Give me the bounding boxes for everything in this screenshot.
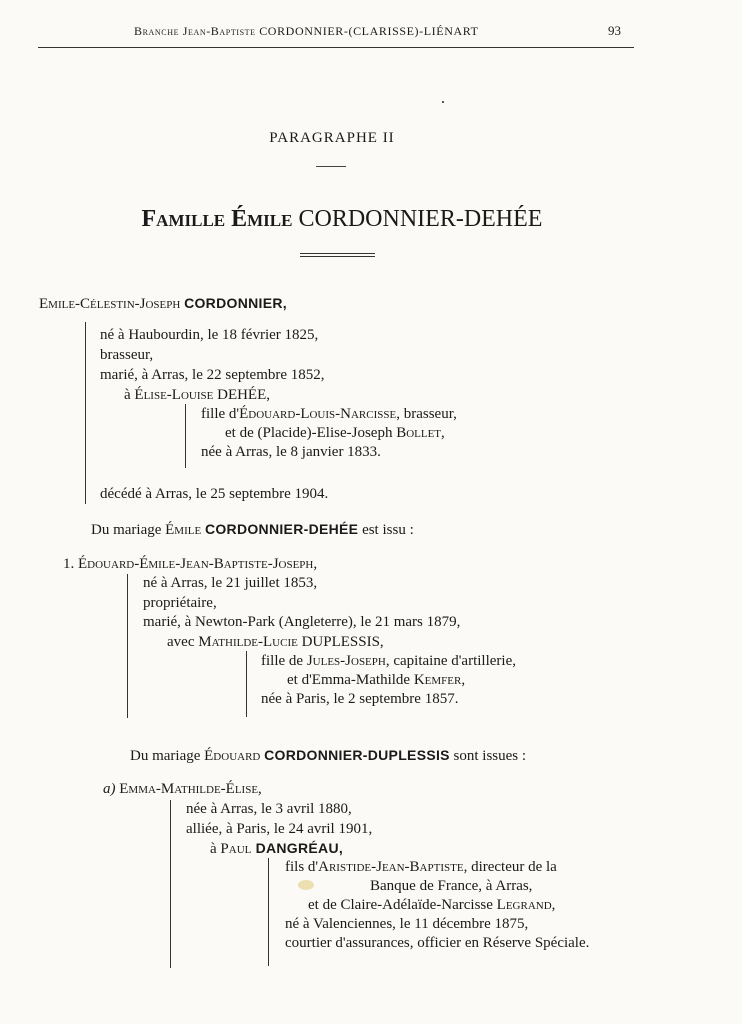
issue2-intro-suffix: sont issues :	[449, 748, 527, 764]
issue1-married: marié, à Newton-Park (Angleterre), le 21 mars 1879,	[143, 614, 461, 630]
emile-bracket	[85, 322, 86, 504]
issue1-intro-suffix: est issu :	[358, 522, 414, 538]
issue2-spouse-occupation: courtier d'assurances, officier en Réserve Spéciale.	[285, 935, 590, 951]
family-prefix: Famille Émile	[141, 206, 293, 232]
issue2-spouse-prefix: à	[210, 841, 221, 857]
emile-spouse-father-name: Édouard-Louis-Narcisse	[239, 406, 397, 422]
emile-spouse-mother-suffix: ,	[441, 425, 445, 441]
double-rule-bottom	[300, 256, 375, 257]
issue1-intro	[91, 520, 414, 539]
issue2-spouse-father-suffix: , directeur de la	[463, 859, 557, 875]
emile-spouse-mother-prefix: et de (Placide)-Elise-Joseph	[225, 425, 397, 441]
emile-spouse	[124, 386, 270, 404]
emile-surname: CORDONNIER,	[184, 295, 287, 311]
emile-spouse-surname: DEHÉE,	[213, 387, 271, 403]
issue2-married: alliée, à Paris, le 24 avril 1901,	[186, 821, 373, 837]
issue2-spouse-father-cont: Banque de France, à Arras,	[370, 878, 533, 894]
issue1-born: né à Arras, le 21 juillet 1853,	[143, 575, 318, 591]
issue2-spouse-born: né à Valenciennes, le 11 décembre 1875,	[285, 916, 529, 932]
family-heading	[0, 206, 684, 233]
issue1-spouse-mother-surname: Kemfer	[413, 672, 462, 688]
emile-spouse-born: née à Arras, le 8 janvier 1833.	[201, 444, 381, 460]
issue1-spouse	[167, 633, 384, 651]
emile-spouse-father	[201, 405, 457, 423]
issue2-child-line	[103, 780, 262, 798]
issue1-number: 1.	[63, 556, 75, 572]
emile-born: né à Haubourdin, le 18 février 1825,	[100, 327, 319, 343]
issue2-born: née à Arras, le 3 avril 1880,	[186, 801, 352, 817]
issue1-occupation: propriétaire,	[143, 595, 217, 611]
issue2-spouse-father	[285, 858, 557, 876]
issue2-intro-surname: CORDONNIER-DUPLESSIS	[264, 747, 450, 763]
short-rule	[316, 166, 346, 167]
issue2-letter: a)	[103, 781, 116, 797]
issue2-spouse-surname: DANGRÉAU,	[251, 840, 344, 856]
emile-name-line	[39, 294, 287, 313]
paper-stain	[298, 880, 314, 890]
header-rule	[38, 47, 634, 48]
emile-spouse-prefix: à	[124, 387, 135, 403]
issue1-bracket	[127, 574, 128, 718]
issue2-spouse	[210, 839, 343, 858]
issue2-intro-prefix: Du mariage	[130, 748, 205, 764]
emile-spouse-mother	[225, 424, 445, 442]
double-rule-top	[300, 253, 375, 254]
issue1-spouse-father	[261, 652, 516, 670]
emile-spouse-father-prefix: fille d'	[201, 406, 240, 422]
issue2-spouse-bracket	[268, 858, 269, 966]
issue1-spouse-given: Mathilde-Lucie	[198, 634, 298, 650]
issue1-spouse-born: née à Paris, le 2 septembre 1857.	[261, 691, 459, 707]
issue2-spouse-mother-suffix: ,	[551, 897, 556, 913]
emile-given: Emile-Célestin-Joseph	[39, 296, 181, 312]
issue2-spouse-given: Paul	[220, 841, 252, 857]
issue1-intro-given: Émile	[165, 522, 202, 538]
issue1-spouse-bracket	[246, 651, 247, 717]
emile-spouse-given: Élise-Louise	[134, 387, 214, 403]
issue1-spouse-mother-prefix: et d'Emma-Mathilde	[287, 672, 414, 688]
issue1-child-line	[63, 555, 317, 573]
issue1-child-name: Édouard-Émile-Jean-Baptiste-Joseph,	[78, 556, 318, 572]
issue2-bracket	[170, 800, 171, 968]
issue1-spouse-mother-suffix: ,	[461, 672, 466, 688]
issue1-intro-surname: CORDONNIER-DEHÉE	[204, 521, 359, 537]
family-name: CORDONNIER-DEHÉE	[298, 206, 543, 232]
issue2-intro	[130, 746, 526, 765]
paragraph-heading: PARAGRAPHE II	[269, 130, 395, 146]
running-header: Branche Jean-Baptiste CORDONNIER-(CLARISSE)-LIÉNART	[134, 24, 479, 38]
issue2-spouse-mother-prefix: et de Claire-Adélaïde-Narcisse	[308, 897, 497, 913]
issue2-spouse-father-prefix: fils d'	[285, 859, 319, 875]
page-number: 93	[608, 23, 621, 38]
emile-spouse-bracket	[185, 404, 186, 468]
issue2-spouse-mother-surname: Legrand	[496, 897, 552, 913]
speck	[442, 101, 444, 103]
issue2-intro-given: Édouard	[204, 748, 261, 764]
issue1-spouse-prefix: avec	[167, 634, 199, 650]
issue1-spouse-father-name: Jules-Joseph	[306, 653, 386, 669]
emile-occupation: brasseur,	[100, 347, 154, 363]
issue1-intro-prefix: Du mariage	[91, 522, 166, 538]
emile-spouse-mother-surname: Bollet	[396, 425, 442, 441]
emile-spouse-father-suffix: , brasseur,	[396, 406, 457, 422]
issue2-spouse-mother	[308, 896, 555, 914]
issue2-spouse-father-name: Aristide-Jean-Baptiste	[318, 859, 464, 875]
emile-married: marié, à Arras, le 22 septembre 1852,	[100, 367, 325, 383]
issue1-spouse-father-suffix: , capitaine d'artillerie,	[385, 653, 516, 669]
issue1-spouse-father-prefix: fille de	[261, 653, 307, 669]
issue1-spouse-mother	[287, 671, 465, 689]
issue2-child-name: Emma-Mathilde-Élise,	[119, 781, 262, 797]
emile-died: décédé à Arras, le 25 septembre 1904.	[100, 486, 329, 502]
issue1-spouse-surname: DUPLESSIS,	[297, 634, 384, 650]
